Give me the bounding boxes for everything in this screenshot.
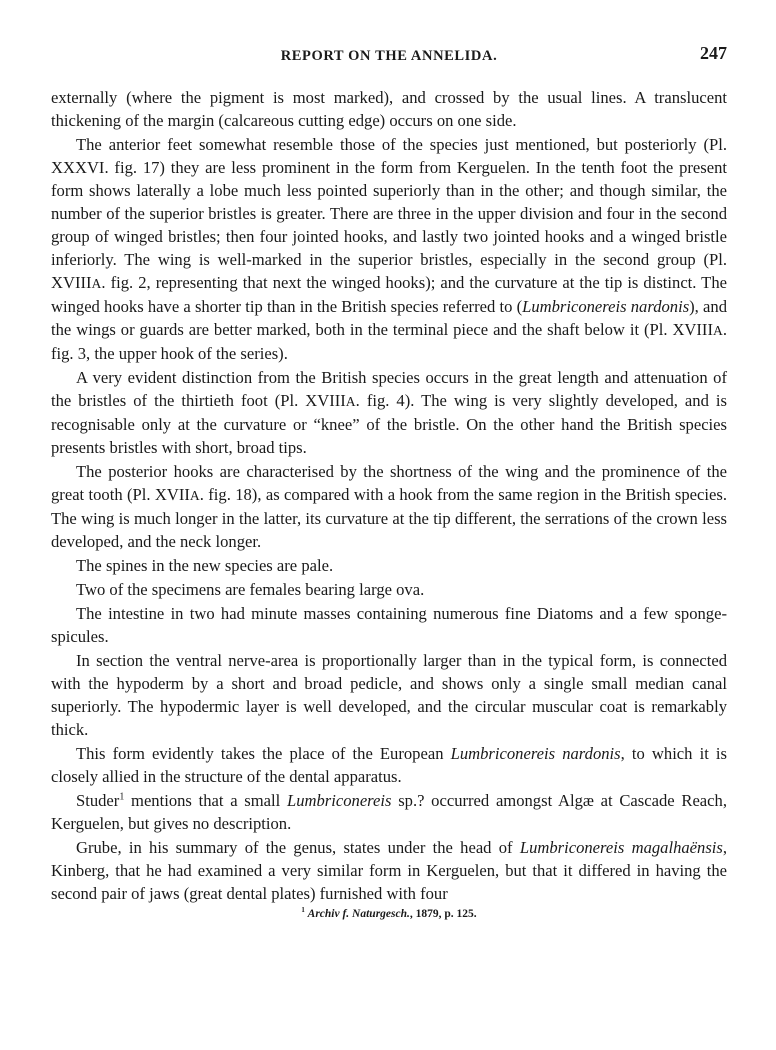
- footnote-details: , 1879, p. 125.: [409, 908, 477, 920]
- text-run: A: [189, 488, 200, 503]
- paragraph-p8: [51, 649, 727, 741]
- italic-taxon: Lumbriconereis: [286, 791, 392, 810]
- footnote-marker: 1: [301, 907, 305, 915]
- text-run: . fig. 4). The wing is very slightly developed, and is recognisable only at the curvature or “knee” of the bristle. On the other hand the British species presents bristles with short, broad tips.: [51, 391, 727, 457]
- paragraph-p1: [51, 86, 727, 132]
- text-run: A: [713, 323, 723, 338]
- paragraph-p4: [51, 460, 727, 553]
- text-run: . fig. 2, representing that next the winged hooks); and the curvature at the tip is distinct. The winged hooks have a shorter tip than in the British species referred to (: [51, 273, 727, 316]
- text-run: , Kinberg, that he had examined a very similar form in Kerguelen, but that it differed in having the second pair of jaws (great dental plates) furnished with four: [51, 838, 728, 903]
- footnote: [51, 908, 727, 920]
- text-run: The intestine in two had minute masses containing numerous fine Diatoms and a few sponge-spicules.: [51, 604, 727, 646]
- paragraph-p11: [51, 836, 727, 905]
- text-run: A: [91, 276, 102, 291]
- paragraph-p7: [51, 602, 727, 648]
- running-header: [51, 38, 727, 68]
- text-run: . fig. 3, the upper hook of the series).: [51, 320, 727, 363]
- text-run: Two of the specimens are females bearing large ova.: [76, 580, 425, 599]
- text-run: sp.? occurred amongst Algæ at Cascade Reach, Kerguelen, but gives no description.: [51, 791, 727, 833]
- text-run: . fig. 18), as compared with a hook from the same region in the British species. The wing is much longer in the latter, its curvature at the tip different, the serrations of the crown less developed, and the neck longer.: [51, 485, 727, 551]
- italic-taxon: Lumbriconereis nardonis: [450, 744, 621, 763]
- page-number: 247: [700, 43, 727, 63]
- text-run: Studer: [76, 791, 120, 810]
- paragraph-p6: [51, 578, 727, 601]
- paragraph-p10: [51, 789, 727, 835]
- paragraph-p3: [51, 366, 727, 459]
- running-title: REPORT ON THE ANNELIDA.: [280, 48, 498, 64]
- text-run: Grube, in his summary of the genus, states under the head of: [76, 838, 520, 857]
- text-run: externally (where the pigment is most marked), and crossed by the usual lines. A translucent thickening of the margin (calcareous cutting edge) occurs on one side.: [51, 88, 727, 130]
- paragraph-p2: [51, 133, 727, 365]
- paragraph-p5: [51, 554, 727, 577]
- text-run: The anterior feet somewhat resemble those of the species just mentioned, but posteriorly (Pl. XXXVI. fig. 17) they are less prominent in the form from Kerguelen. In the tenth foot the present form shows laterally a lobe much less pointed superiorly than in the other; and though similar, the number of the superior bristles is greater. There are three in the upper division and four in the second group of winged bristles; then four jointed hooks, and lastly two jointed hooks and a winged bristle inferiorly. The wing is well-marked in the superior bristles, especially in the second group (Pl. XVIII: [51, 135, 727, 292]
- footnote-ref: 1: [119, 791, 125, 803]
- text-run: , to which it is closely allied in the structure of the dental apparatus.: [51, 744, 727, 786]
- paragraph-p9: [51, 742, 727, 788]
- text-run: In section the ventral nerve-area is proportionally larger than in the typical form, is connected with the hypoderm by a short and broad pedicle, and shows only a single small median canal superiorly. The hypodermic layer is well developed, and the circular muscular coat is remarkably thick.: [51, 651, 727, 739]
- text-run: A very evident distinction from the British species occurs in the great length and attenuation of the bristles of the thirtieth foot (Pl. XVIII: [51, 368, 727, 410]
- text-run: This form evidently takes the place of the European: [76, 744, 451, 763]
- text-run: ), and the wings or guards are better marked, both in the terminal piece and the shaft below it (Pl. XVIII: [51, 297, 727, 339]
- page: [51, 38, 727, 920]
- footnote-source: Archiv f. Naturgesch.: [307, 908, 410, 920]
- body-text: [51, 86, 727, 905]
- text-run: The posterior hooks are characterised by the shortness of the wing and the prominence of the great tooth (Pl. XVII: [51, 462, 727, 504]
- text-run: A: [345, 394, 356, 409]
- text-run: mentions that a small: [124, 791, 287, 810]
- text-run: The spines in the new species are pale.: [76, 556, 334, 575]
- italic-taxon: Lumbriconereis magalhaënsis: [519, 838, 723, 857]
- italic-taxon: Lumbriconereis nardonis: [522, 297, 690, 316]
